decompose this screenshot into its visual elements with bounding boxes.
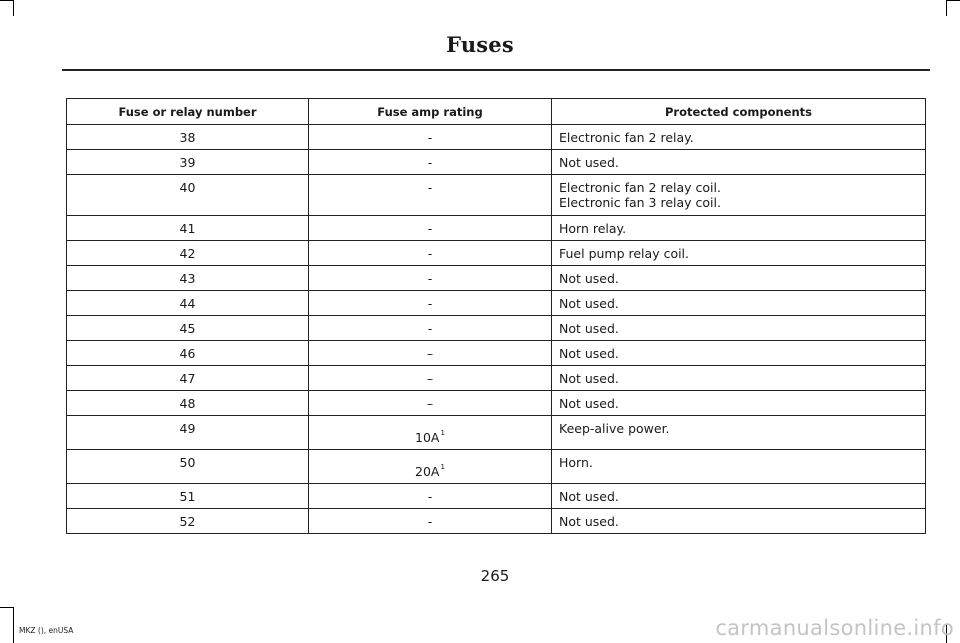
- amp-rating: –: [426, 396, 434, 411]
- fuse-number-cell: [67, 316, 309, 341]
- amp-rating: 10A: [415, 430, 440, 445]
- protected-components-cell: [552, 125, 926, 150]
- table-row: [67, 391, 926, 416]
- fuse-number: 49: [179, 421, 196, 436]
- crop-mark: [0, 607, 13, 608]
- protected-component: Not used.: [559, 514, 619, 529]
- fuse-number: 46: [179, 346, 196, 361]
- crop-mark: [13, 0, 14, 16]
- protected-components-cell: [552, 391, 926, 416]
- crop-mark: [947, 0, 960, 1]
- protected-component: Not used.: [559, 296, 619, 311]
- amp-rating: –: [426, 346, 434, 361]
- table-row: [67, 125, 926, 150]
- amp-rating: -: [427, 130, 433, 145]
- amp-rating-cell: [309, 266, 552, 291]
- protected-components-cell: [552, 341, 926, 366]
- fuse-number-cell: [67, 125, 309, 150]
- amp-rating-cell: [309, 509, 552, 534]
- protected-components-cell: [552, 509, 926, 534]
- footnote-marker: 1: [440, 429, 445, 437]
- amp-rating: -: [427, 514, 433, 529]
- fuse-number-cell: [67, 150, 309, 175]
- protected-component: Not used.: [559, 489, 619, 504]
- table-body: [67, 125, 926, 534]
- amp-rating-cell: [309, 316, 552, 341]
- protected-components-cell: [552, 450, 926, 484]
- table-row: [67, 241, 926, 266]
- protected-components-cell: [552, 416, 926, 450]
- fuse-number: 51: [179, 489, 196, 504]
- protected-components-cell: [552, 316, 926, 341]
- protected-component: Horn relay.: [559, 221, 627, 236]
- protected-component: Fuel pump relay coil.: [559, 246, 690, 261]
- column-header-amp-rating: Fuse amp rating: [309, 99, 552, 125]
- table-row: [67, 150, 926, 175]
- table-row: [67, 484, 926, 509]
- amp-rating-cell: [309, 291, 552, 316]
- fuse-number: 48: [179, 396, 196, 411]
- fuse-number-cell: [67, 241, 309, 266]
- amp-rating: -: [427, 321, 433, 336]
- table-header-row: [67, 99, 926, 125]
- column-header-protected-components: Protected components: [552, 99, 926, 125]
- fuse-number-cell: [67, 266, 309, 291]
- protected-component: Electronic fan 3 relay coil.: [559, 195, 721, 210]
- watermark: carmanualsonline.info: [715, 616, 954, 640]
- protected-components-cell: [552, 175, 926, 216]
- protected-component: Electronic fan 2 relay.: [559, 130, 694, 145]
- amp-rating-cell: [309, 125, 552, 150]
- amp-rating: –: [426, 371, 434, 386]
- fuse-number: 45: [179, 321, 196, 336]
- amp-rating-cell: [309, 216, 552, 241]
- footnote-marker: 1: [440, 463, 445, 471]
- amp-rating: -: [427, 271, 433, 286]
- protected-components-cell: [552, 150, 926, 175]
- fuse-number-cell: [67, 366, 309, 391]
- fuse-number-cell: [67, 391, 309, 416]
- crop-mark: [13, 607, 14, 643]
- table-row: [67, 341, 926, 366]
- table-row: [67, 509, 926, 534]
- fuse-table: [66, 98, 926, 534]
- fuse-number: 40: [179, 180, 196, 195]
- amp-rating-cell: [309, 241, 552, 266]
- fuse-number: 38: [179, 130, 196, 145]
- amp-rating: -: [427, 155, 433, 170]
- amp-rating: 20A: [415, 464, 440, 479]
- protected-components-cell: [552, 241, 926, 266]
- fuse-table-container: [66, 98, 925, 534]
- protected-component: Electronic fan 2 relay coil.: [559, 180, 721, 195]
- crop-mark: [946, 0, 947, 16]
- protected-components-cell: [552, 484, 926, 509]
- page-number: 265: [480, 567, 510, 585]
- protected-component: Not used.: [559, 396, 619, 411]
- amp-rating-cell: [309, 175, 552, 216]
- fuse-number: 44: [179, 296, 196, 311]
- document-code: MKZ (), enUSA: [19, 626, 74, 635]
- amp-rating: -: [427, 246, 433, 261]
- table-row: [67, 366, 926, 391]
- crop-mark: [0, 0, 13, 1]
- protected-component: Not used.: [559, 271, 619, 286]
- protected-component: Not used.: [559, 321, 619, 336]
- amp-rating-cell: [309, 341, 552, 366]
- table-row: [67, 175, 926, 216]
- fuse-number: 42: [179, 246, 196, 261]
- fuse-number-cell: [67, 291, 309, 316]
- fuse-number: 39: [179, 155, 196, 170]
- protected-component: Horn.: [559, 455, 593, 470]
- amp-rating: -: [427, 296, 433, 311]
- fuse-number-cell: [67, 175, 309, 216]
- table-row: [67, 316, 926, 341]
- header-divider: [62, 69, 930, 71]
- column-header-fuse-number: Fuse or relay number: [67, 99, 309, 125]
- protected-components-cell: [552, 291, 926, 316]
- fuse-number: 41: [179, 221, 196, 236]
- amp-rating-cell: [309, 150, 552, 175]
- table-row: [67, 216, 926, 241]
- amp-rating: -: [427, 489, 433, 504]
- amp-rating-cell: [309, 416, 552, 450]
- fuse-number-cell: [67, 450, 309, 484]
- fuse-number-cell: [67, 341, 309, 366]
- amp-rating-cell: [309, 484, 552, 509]
- protected-components-cell: [552, 216, 926, 241]
- amp-rating-cell: [309, 450, 552, 484]
- protected-component: Not used.: [559, 371, 619, 386]
- amp-rating-cell: [309, 391, 552, 416]
- page-title: Fuses: [446, 32, 514, 57]
- protected-component: Not used.: [559, 346, 619, 361]
- protected-component: Keep-alive power.: [559, 421, 670, 436]
- fuse-number-cell: [67, 416, 309, 450]
- table-row: [67, 291, 926, 316]
- fuse-number: 47: [179, 371, 196, 386]
- protected-components-cell: [552, 366, 926, 391]
- amp-rating-cell: [309, 366, 552, 391]
- fuse-number: 50: [179, 455, 196, 470]
- table-row: [67, 266, 926, 291]
- table-row: [67, 416, 926, 450]
- protected-components-cell: [552, 266, 926, 291]
- fuse-number: 43: [179, 271, 196, 286]
- protected-component: Not used.: [559, 155, 619, 170]
- fuse-number: 52: [179, 514, 196, 529]
- amp-rating: -: [427, 180, 433, 195]
- fuse-number-cell: [67, 216, 309, 241]
- fuse-number-cell: [67, 509, 309, 534]
- table-row: [67, 450, 926, 484]
- amp-rating: -: [427, 221, 433, 236]
- fuse-number-cell: [67, 484, 309, 509]
